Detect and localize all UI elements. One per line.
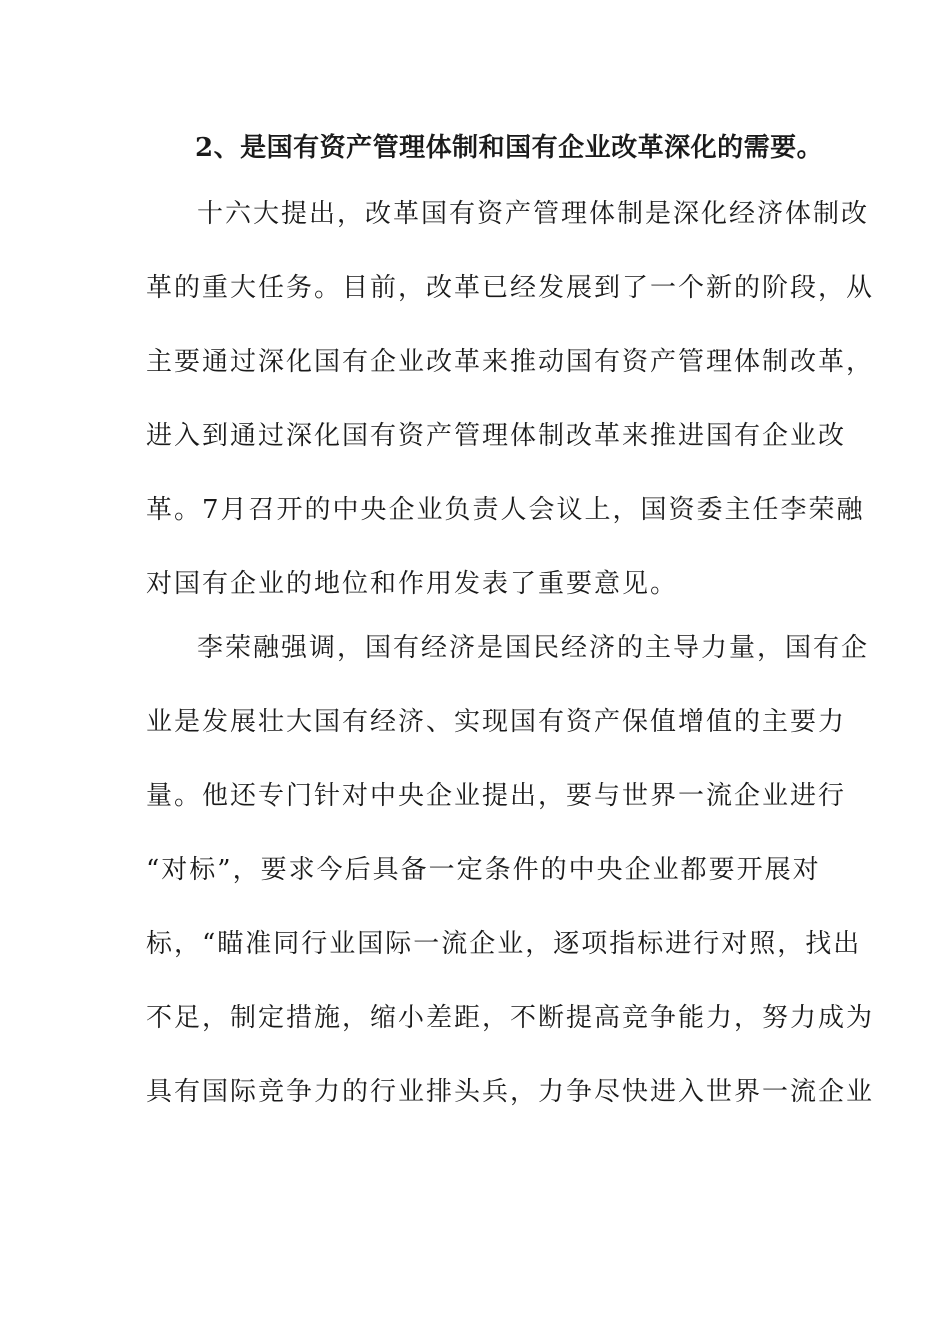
paragraph-line: 不足，制定措施，缩小差距，不断提高竞争能力，努力成为 <box>146 1003 875 1033</box>
paragraph-line: 革的重大任务。目前，改革已经发展到了一个新的阶段，从 <box>146 273 875 303</box>
paragraph-line: 进入到通过深化国有资产管理体制改革来推进国有企业改 <box>146 421 847 451</box>
paragraph-line: 具有国际竞争力的行业排头兵，力争尽快进入世界一流企业 <box>146 1077 875 1107</box>
paragraph-line: 量。他还专门针对中央企业提出，要与世界一流企业进行 <box>146 781 847 811</box>
paragraph-line: 对国有企业的地位和作用发表了重要意见。 <box>146 569 679 599</box>
paragraph-line: 李荣融强调，国有经济是国民经济的主导力量，国有企 <box>197 633 870 663</box>
paragraph-line: “对标”，要求今后具备一定条件的中央企业都要开展对 <box>146 855 821 885</box>
paragraph-line: 业是发展壮大国有经济、实现国有资产保值增值的主要力 <box>146 707 847 737</box>
paragraph-line: 主要通过深化国有企业改革来推动国有资产管理体制改革， <box>146 347 875 377</box>
paragraph-line: 标，“瞄准同行业国际一流企业，逐项指标进行对照，找出 <box>146 929 862 959</box>
paragraph-line: 十六大提出，改革国有资产管理体制是深化经济体制改 <box>197 199 870 229</box>
section-heading: 2、是国有资产管理体制和国有企业改革深化的需要。 <box>195 133 824 163</box>
paragraph-line: 革。7月召开的中央企业负责人会议上，国资委主任李荣融 <box>146 495 865 525</box>
